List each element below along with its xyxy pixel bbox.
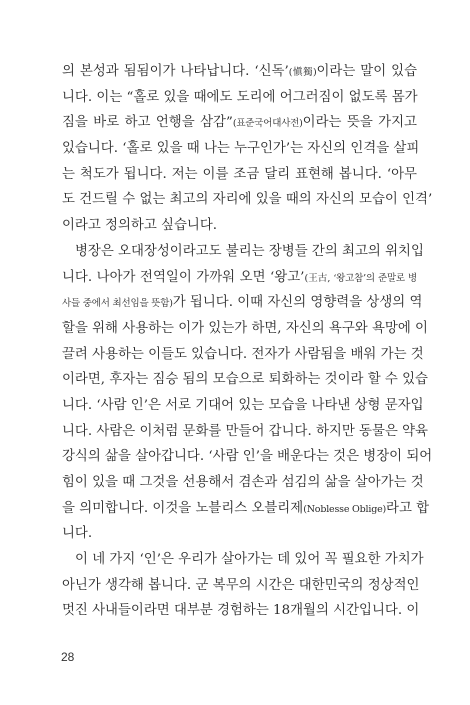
text-line — [62, 367, 428, 393]
page-number: 28 — [61, 650, 75, 664]
text-line — [62, 110, 417, 136]
text-line — [62, 239, 424, 265]
text-line — [62, 265, 417, 291]
line-text: 강식의 삶을 살아갑니다. ‘사람 인’을 배운다는 것은 병장이 되어 — [62, 449, 433, 465]
line-text: 이라면, 후자는 짐승 됨의 모습으로 퇴화하는 것이라 할 수 있습 — [62, 372, 428, 388]
line-text: 끌려 사용하는 이들도 있습니다. 전자가 사람됨을 배워 가는 것 — [62, 346, 424, 362]
line-text: 힘이 있을 때 그것을 선용해서 겸손과 섬김의 삶을 살아가는 것 — [62, 475, 424, 490]
line-text: 있습니다. ‘홀로 있을 때 나는 누구인가’는 자신의 인격을 살피 — [62, 141, 420, 157]
text-line — [62, 393, 424, 419]
line-text: 아닌가 생각해 봅니다. 군 복무의 시간은 대한민국의 정상적인 — [62, 577, 420, 593]
annotation-text: (Noblesse Oblige) — [303, 503, 387, 515]
line-text: 짐을 바로 하고 언행을 삼감” — [62, 115, 233, 131]
text-line — [62, 136, 420, 162]
line-text: 니다. — [62, 526, 93, 542]
text-line — [62, 521, 417, 547]
line-text: 니다. 사람은 이처럼 문화를 만들어 갑니다. 하지만 동물은 약육 — [62, 423, 428, 439]
annotation-text: (표준국어대사전) — [232, 118, 303, 130]
line-text: 니다. 나아가 전역일이 가까워 오면 ‘왕고’ — [62, 269, 305, 285]
line-text: 멋진 사내들이라면 대부분 경험하는 18개월의 시간입니다. 이 — [62, 603, 420, 619]
line-text: 는 척도가 됩니다. 저는 이를 조금 달리 표현해 봅니다. ‘아무 — [62, 166, 417, 182]
line-text: 을 의미합니다. 이것을 노블리스 오블리제 — [62, 500, 304, 516]
line-text: 병장은 오대장성이라고도 불리는 장병들 간의 최고의 위치입 — [75, 243, 424, 259]
line-text: 니다. ‘사람 인’은 서로 기대어 있는 모습을 나타낸 상형 문자입 — [62, 397, 424, 413]
line-text: 가 됩니다. 이때 자신의 영향력을 상생의 역 — [172, 295, 423, 311]
line-text: 라고 합 — [386, 500, 430, 516]
body-text — [62, 59, 433, 624]
text-line — [62, 444, 433, 470]
line-text: 이라는 말이 있습 — [316, 64, 418, 79]
text-line — [62, 496, 430, 522]
text-line — [62, 547, 424, 573]
text-line — [62, 470, 424, 496]
line-text: 도 건드릴 수 없는 최고의 자리에 있을 때의 자신의 모습이 인격’ — [62, 192, 433, 208]
line-text: 의 본성과 됨됨이가 나타납니다. ‘신독’ — [62, 64, 289, 79]
text-line — [62, 419, 428, 445]
text-line — [62, 573, 420, 599]
annotation-text: (王古, ‘왕고참’의 준말로 병 — [304, 272, 417, 284]
text-line — [62, 213, 417, 239]
line-text: 할을 위해 사용하는 이가 있는가 하면, 자신의 욕구와 욕망에 이 — [62, 320, 428, 336]
line-text: 이라고 정의하고 싶습니다. — [62, 218, 218, 234]
line-text: 이 네 가지 ‘인’은 우리가 살아가는 데 있어 꼭 필요한 가치가 — [75, 552, 424, 568]
text-line — [62, 162, 417, 188]
text-line — [62, 316, 428, 342]
text-line — [62, 59, 417, 85]
annotation-text: 사들 중에서 최선임을 뜻함) — [62, 298, 173, 310]
line-text: 니다. 이는 “홀로 있을 때에도 도리에 어그러짐이 없도록 몸가 — [62, 89, 418, 105]
text-line — [62, 598, 420, 624]
text-line — [62, 187, 433, 213]
text-line — [62, 290, 423, 316]
text-line — [62, 342, 424, 368]
annotation-text: (愼獨) — [288, 67, 317, 78]
text-line — [62, 85, 417, 111]
line-text: 이라는 뜻을 가지고 — [302, 115, 417, 131]
